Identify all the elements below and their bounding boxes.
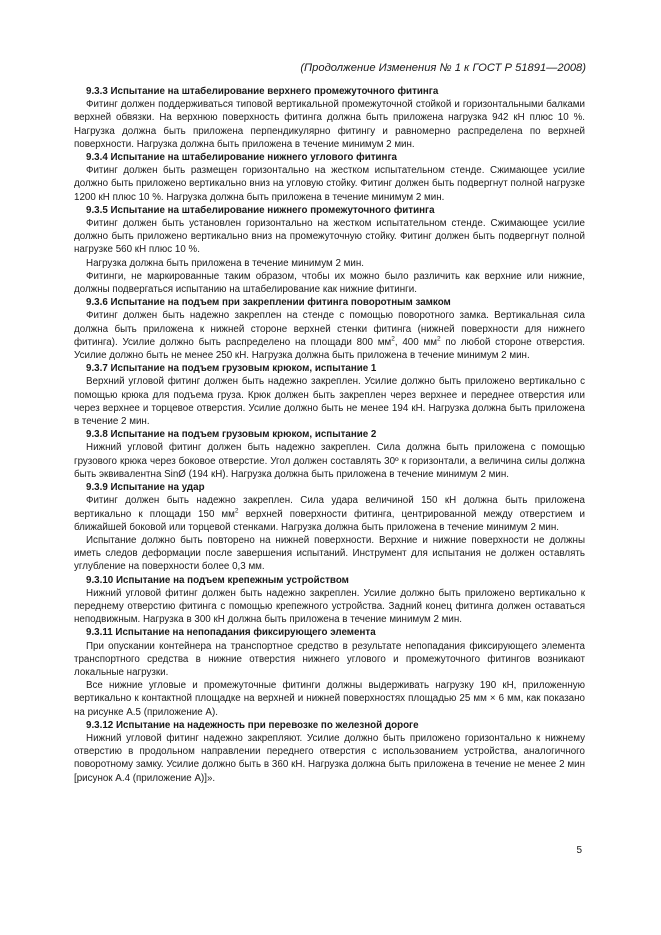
paragraph: Нижний угловой фитинг должен быть надежно закреплен. Сила должна быть приложена с помощью грузового крюка через боковое отверстие. Угол должен составлять 30º к горизонтали, а величина силы должна быть эквивалентна SinØ (194 кН). Нагрузка должна быть приложена в течение минимум 2 мин. — [74, 442, 585, 480]
section-title-9-3-12: 9.3.12 Испытание на надежность при перевозке по железной дороге — [86, 719, 419, 731]
section-title-9-3-7: 9.3.7 Испытание на подъем грузовым крюком, испытание 1 — [86, 363, 377, 375]
paragraph: Нижний угловой фитинг должен быть надежно закреплен. Усилие должно быть приложено вертикально к переднему отверстию фитинга с помощью крепежного устройства. Задний конец фитинга должен оставаться неподвижным. Нагрузка в 300 кН должна быть приложена в течение минимум 2 мин. — [74, 587, 585, 626]
paragraph: Испытание должно быть повторено на нижней поверхности. Верхние и нижние поверхности не должны иметь следов деформации после завершения испытаний. Инструмент для испытания не должен оставлять углубление на поверхности более 0,3 мм. — [74, 534, 585, 573]
paragraph: Фитинг должен быть надежно закреплен. Сила удара величиной 150 кН должна быть приложена вертикально к площади 150 $мм^2$ верхней поверхности фитинга, центрированной между отверстием и ближайшей боковой или торцевой стенками. Нагрузка должна быть приложена в течение минимум 2 мин. — [74, 495, 586, 533]
section-title-9-3-9: 9.3.9 Испытание на удар — [86, 482, 205, 494]
paragraph: Фитинг должен поддерживаться типовой вертикальной промежуточной стойкой и горизонтальными балками верхней обвязки. На верхнюю поверхность фитинга должна быть приложена нагрузка 942 кН плюс 10 %. Нагрузка должна быть приложена перпендикулярно фитингу и равномерно распределена по верхней поверхности. Нагрузка должна быть приложена в течение минимум 2 мин. — [74, 99, 585, 150]
paragraph: Фитинг должен быть размещен горизонтально на жестком испытательном стенде. Сжимающее усилие должно быть приложено вертикально вниз на угловую стойку. Фитинг должен быть подвергнут полной нагрузке 1200 кН плюс 10 %. Нагрузка должна быть приложена в течение минимум 2 мин. — [74, 165, 585, 203]
paragraph: Фитинги, не маркированные таким образом, чтобы их можно было различить как верхние или нижние, должны подвергаться испытанию на штабелирование как нижние фитинги. — [74, 270, 585, 296]
paragraph: Все нижние угловые и промежуточные фитинги должны выдерживать нагрузку 190 кН, приложенную вертикально к контактной площадке на верхней и нижней поверхностях площадью 25 мм × 6 мм, как показано на рисунке А.5 (приложение А). — [74, 680, 585, 718]
section-title-9-3-3: 9.3.3 Испытание на штабелирование верхнего промежуточного фитинга — [86, 86, 439, 97]
section-title-9-3-6: 9.3.6 Испытание на подъем при закреплении фитинга поворотным замком — [86, 297, 451, 309]
paragraph: Нагрузка должна быть приложена в течение минимум 2 мин. — [86, 257, 364, 269]
section-title-9-3-5: 9.3.5 Испытание на штабелирование нижнего промежуточного фитинга — [86, 204, 435, 216]
page-number: 5 — [576, 845, 582, 856]
paragraph: При опускании контейнера на транспортное средство в результате непопадания фиксирующего элемента транспортного средства в нижние отверстия нижнего углового и промежуточного фитингов возникают локальные нагрузки. — [74, 640, 585, 678]
running-header: (Продолжение Изменения № 1 к ГОСТ Р 51891—2008) — [300, 62, 586, 74]
section-title-9-3-8: 9.3.8 Испытание на подъем грузовым крюком, испытание 2 — [86, 429, 377, 441]
section-title-9-3-4: 9.3.4 Испытание на штабелирование нижнего углового фитинга — [86, 152, 397, 164]
paragraph: Нижний угловой фитинг надежно закрепляют. Усилие должно быть приложено горизонтально к нижнему отверстию в продольном направлении переднего отверстия с использованием устройства, аналогичного поворотному замку. Усилие должно быть в 360 кН. Нагрузка должна быть приложена в течение не менее 2 мин [рисунок А.4 (приложение А)]». — [74, 732, 585, 784]
paragraph: Фитинг должен быть установлен горизонтально на жестком испытательном стенде. Сжимающее усилие должно быть приложено вертикально вниз на промежуточную стойку. Фитинг должен быть подвергнут полной нагрузке 560 кН плюс 10 %. — [74, 218, 585, 256]
paragraph: Верхний угловой фитинг должен быть надежно закреплен. Усилие должно быть приложено вертикально с помощью крюка для подъема груза. Крюк должен быть закреплен через верхнее и переднее отверстия или через верхнее и торцевое отверстия. Усилие должно быть не менее 194 кН. Нагрузка должна быть приложена в течение 2 мин. — [74, 376, 585, 428]
section-title-9-3-11: 9.3.11 Испытание на непопадания фиксирующего элемента — [86, 627, 376, 639]
paragraph: Фитинг должен быть надежно закреплен на стенде с помощью поворотного замка. Вертикальная сила должна быть приложена к нижней стороне верхней стенки фитинга (нижней поверхности для нижнего фитинга). Усилие должно быть распределено на площади 800 $мм^2$, 400 $мм^2$ по любой стороне отверстия. Усилие должно быть не менее 250 кН. Нагрузка должна быть приложена в течение минимум 2 мин. — [74, 310, 586, 362]
document-body — [74, 85, 585, 785]
section-title-9-3-10: 9.3.10 Испытание на подъем крепежным устройством — [86, 574, 349, 586]
